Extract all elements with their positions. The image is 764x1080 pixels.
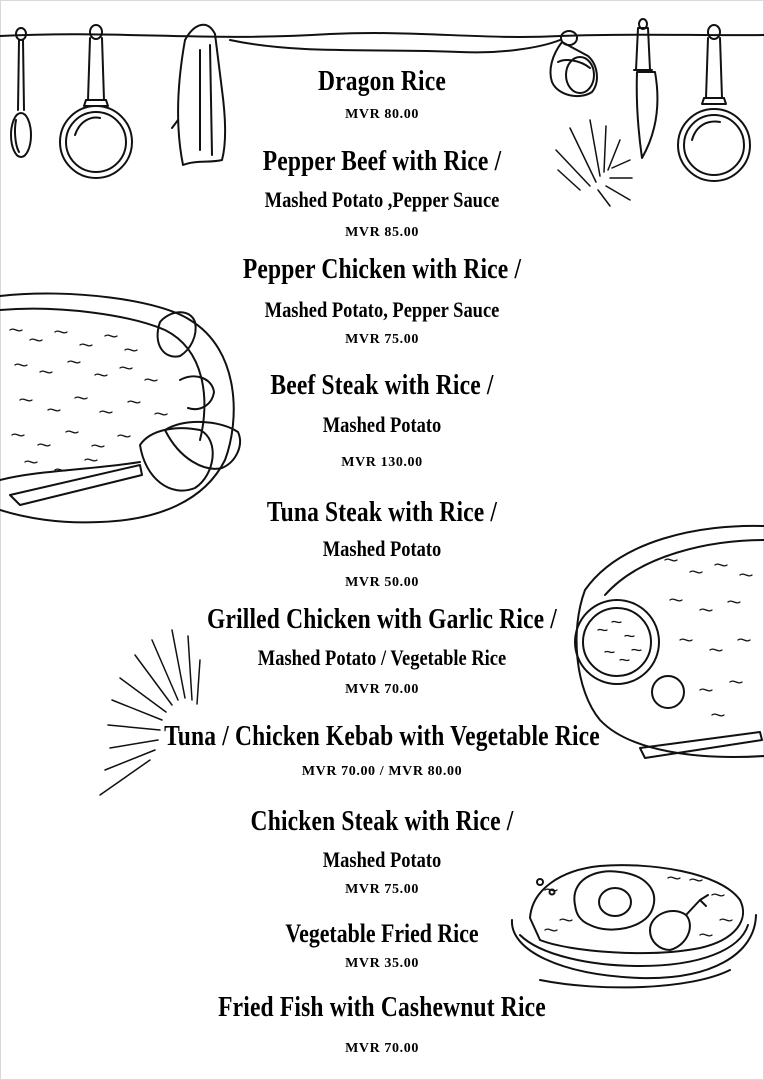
dish-price: MVR 50.00 [345, 575, 419, 590]
dish-sides: Mashed Potato, Pepper Sauce [264, 297, 500, 322]
dish-sides: Mashed Potato [322, 536, 442, 561]
dish-name-fried-fish: Fried Fish with Cashewnut Rice [218, 992, 546, 1023]
dish-name-chicken-steak: Chicken Steak with Rice / [250, 806, 514, 837]
dish-price: MVR 70.00 / MVR 80.00 [301, 764, 463, 779]
dish-price: MVR 80.00 [345, 107, 419, 122]
dish-price: MVR 130.00 [341, 455, 423, 470]
dish-price: MVR 75.00 [345, 882, 419, 897]
dish-name-pepper-chicken: Pepper Chicken with Rice / [242, 254, 522, 285]
dish-name-beef-steak: Beef Steak with Rice / [270, 370, 494, 401]
dish-name-tuna-steak: Tuna Steak with Rice / [266, 497, 498, 528]
dish-name-grilled-chicken: Grilled Chicken with Garlic Rice / [207, 604, 557, 635]
dish-sides: Mashed Potato [322, 847, 442, 872]
dish-sides: Mashed Potato / Vegetable Rice [257, 645, 507, 670]
dish-price: MVR 85.00 [345, 225, 419, 240]
dish-price: MVR 75.00 [345, 332, 419, 347]
dish-name-pepper-beef: Pepper Beef with Rice / [262, 146, 502, 177]
dish-price: MVR 70.00 [345, 682, 419, 697]
dish-name-dragon-rice: Dragon Rice [318, 66, 446, 97]
dish-sides: Mashed Potato ,Pepper Sauce [264, 187, 500, 212]
dish-price: MVR 35.00 [345, 956, 419, 971]
dish-name-kebab: Tuna / Chicken Kebab with Vegetable Rice [164, 721, 600, 752]
dish-sides: Mashed Potato [322, 412, 442, 437]
dish-name-vegetable-fried-rice: Vegetable Fried Rice [285, 919, 479, 948]
dish-price: MVR 70.00 [345, 1041, 419, 1056]
